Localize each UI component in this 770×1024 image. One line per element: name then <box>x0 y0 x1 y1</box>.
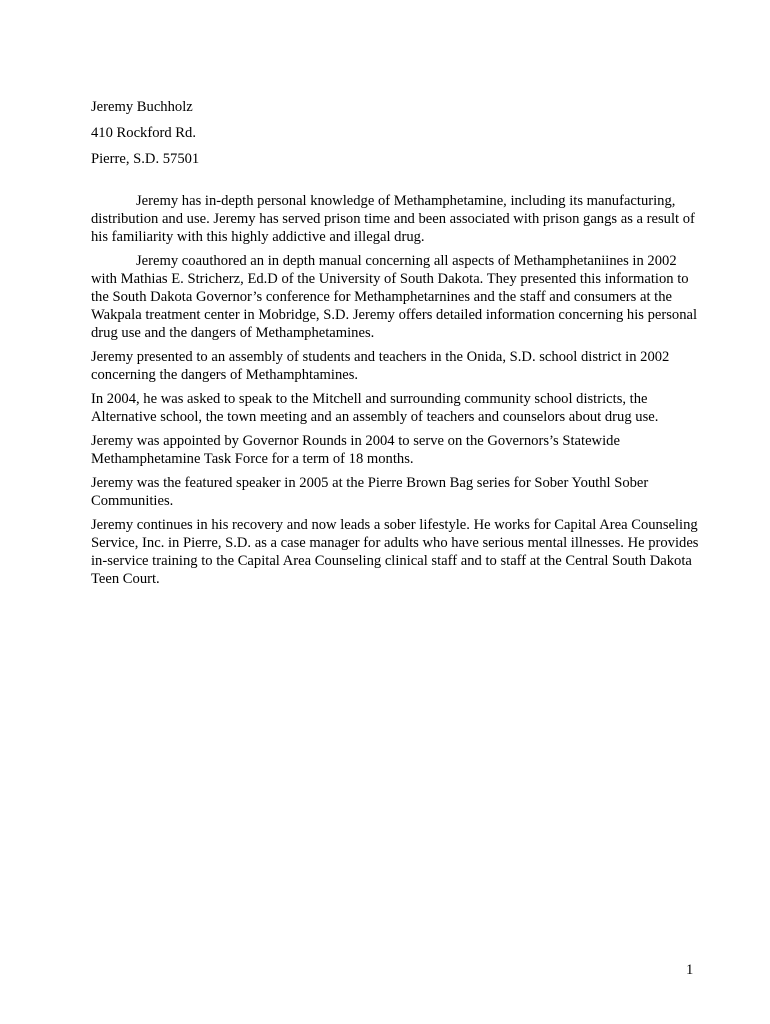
address-block <box>91 98 701 168</box>
paragraph-speaker: Jeremy was the featured speaker in 2005 at the Pierre Brown Bag series for Sober Youthl Sober Communities. <box>91 475 649 509</box>
document-body <box>91 98 701 594</box>
paragraph-manual: Jeremy coauthored an in depth manual concerning all aspects of Methamphetaniines in 2002 with Mathias E. Stricherz, Ed.D of the University of South Dakota. They presented this information to the South Dakota Governor’s conference for Methamphetarnines and the staff and consumers at the Wakpala treatment center in Mobridge, S.D. Jeremy offers detailed information concerning his personal drug use and the dangers of Methamphetamines. <box>91 253 698 341</box>
paragraph-knowledge: Jeremy has in-depth personal knowledge of Methamphetamine, including its manufacturing, distribution and use. Jeremy has served prison time and been associated with prison gangs as a result of his familiarity with this highly addictive and illegal drug. <box>91 193 695 245</box>
address-street: 410 Rockford Rd. <box>91 125 196 141</box>
address-city: Pierre, S.D. 57501 <box>91 151 200 167</box>
address-name: Jeremy Buchholz <box>91 99 193 115</box>
paragraph-recovery: Jeremy continues in his recovery and now leads a sober lifestyle. He works for Capital Area Counseling Service, Inc. in Pierre, S.D. as a case manager for adults who have serious mental illnesses. He provides in-service training to the Capital Area Counseling clinical staff and to staff at the Central South Dakota Teen Court. <box>91 517 699 587</box>
page-number: 1 <box>686 962 694 978</box>
paragraph-mitchell: In 2004, he was asked to speak to the Mitchell and surrounding community school districts, the Alternative school, the town meeting and an assembly of teachers and counselors about drug use. <box>91 391 659 425</box>
paragraph-task-force: Jeremy was appointed by Governor Rounds in 2004 to serve on the Governors’s Statewide Methamphetamine Task Force for a term of 18 months. <box>91 433 620 467</box>
paragraph-onida: Jeremy presented to an assembly of students and teachers in the Onida, S.D. school district in 2002 concerning the dangers of Methamphtamines. <box>91 349 670 383</box>
